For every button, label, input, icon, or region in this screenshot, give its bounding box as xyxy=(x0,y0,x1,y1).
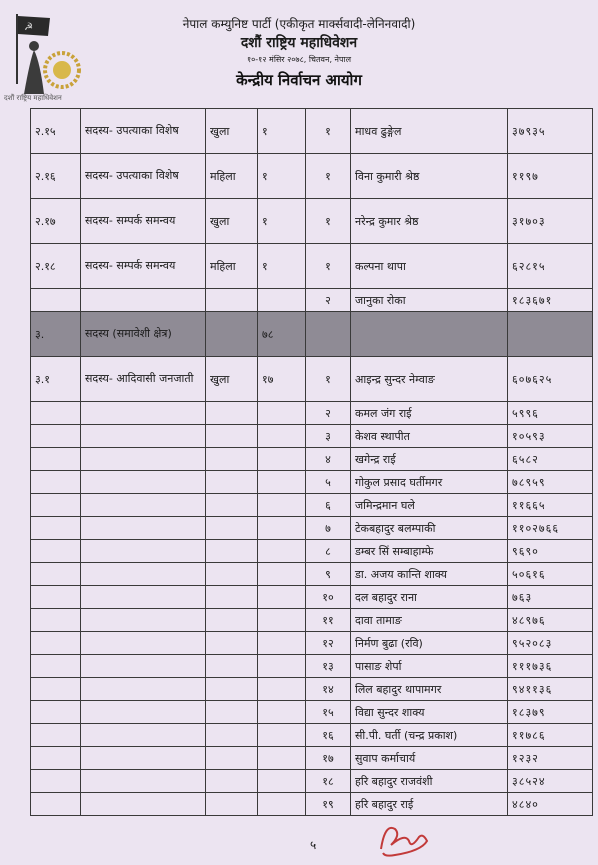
post-cell xyxy=(81,448,206,471)
results-table xyxy=(30,108,593,816)
seats-cell xyxy=(258,678,306,701)
serial-cell xyxy=(31,425,81,448)
table-row xyxy=(31,289,593,312)
votes-cell: १०५९३ xyxy=(508,425,593,448)
table-row xyxy=(31,471,593,494)
category-cell xyxy=(206,471,258,494)
serial-cell xyxy=(31,632,81,655)
seats-cell: १ xyxy=(258,109,306,154)
post-cell xyxy=(81,632,206,655)
candidate-name-cell: हरि बहादुर राई xyxy=(351,793,508,816)
category-cell xyxy=(206,289,258,312)
convention-title: दशौं राष्ट्रिय महाधिवेशन xyxy=(240,35,358,51)
rank-cell: ९ xyxy=(306,563,351,586)
category-cell: महिला xyxy=(206,154,258,199)
seats-cell xyxy=(258,402,306,425)
votes-cell: ६२८१५ xyxy=(508,244,593,289)
seats-cell xyxy=(258,586,306,609)
seats-cell xyxy=(258,289,306,312)
seats-cell: १ xyxy=(258,154,306,199)
post-cell xyxy=(81,678,206,701)
signature-icon xyxy=(375,815,435,860)
post-cell xyxy=(81,540,206,563)
serial-cell: २.१६ xyxy=(31,154,81,199)
seats-cell xyxy=(258,701,306,724)
seats-cell: ७८ xyxy=(258,312,306,357)
post-cell xyxy=(81,586,206,609)
candidate-name-cell: जमिन्द्रमान घले xyxy=(351,494,508,517)
candidate-name-cell: लिल बहादुर थापामगर xyxy=(351,678,508,701)
party-name: नेपाल कम्युनिष्ट पार्टी (एकीकृत मार्क्सवादी-लेनिनवादी) xyxy=(182,17,416,31)
candidate-name-cell: कमल जंग राई xyxy=(351,402,508,425)
page-number: ५ xyxy=(310,838,317,852)
table-row xyxy=(31,540,593,563)
post-cell: सदस्य- सम्पर्क समन्वय xyxy=(81,244,206,289)
seats-cell: १७ xyxy=(258,357,306,402)
rank-cell: १७ xyxy=(306,747,351,770)
votes-cell: ७८९५९ xyxy=(508,471,593,494)
seats-cell xyxy=(258,471,306,494)
category-cell xyxy=(206,770,258,793)
candidate-name-cell: पासाङ शेर्पा xyxy=(351,655,508,678)
category-cell xyxy=(206,632,258,655)
category-cell: महिला xyxy=(206,244,258,289)
serial-cell xyxy=(31,724,81,747)
seats-cell xyxy=(258,563,306,586)
category-cell xyxy=(206,793,258,816)
post-cell xyxy=(81,770,206,793)
votes-cell: ३१७०३ xyxy=(508,199,593,244)
rank-cell: २ xyxy=(306,289,351,312)
rank-cell: १९ xyxy=(306,793,351,816)
candidate-name-cell: हरि बहादुर राजवंशी xyxy=(351,770,508,793)
table-row xyxy=(31,109,593,154)
rank-cell: १५ xyxy=(306,701,351,724)
post-cell: सदस्य- आदिवासी जनजाती xyxy=(81,357,206,402)
serial-cell xyxy=(31,609,81,632)
serial-cell: ३.१ xyxy=(31,357,81,402)
category-cell xyxy=(206,402,258,425)
candidate-name-cell: निर्मण बुढा (रवि) xyxy=(351,632,508,655)
seats-cell xyxy=(258,632,306,655)
seats-cell: १ xyxy=(258,244,306,289)
category-cell: खुला xyxy=(206,109,258,154)
category-cell xyxy=(206,425,258,448)
votes-cell: ९६९० xyxy=(508,540,593,563)
table-row xyxy=(31,678,593,701)
serial-cell xyxy=(31,793,81,816)
category-cell xyxy=(206,655,258,678)
seats-cell xyxy=(258,747,306,770)
table-row xyxy=(31,609,593,632)
serial-cell xyxy=(31,402,81,425)
category-cell xyxy=(206,678,258,701)
category-cell xyxy=(206,494,258,517)
post-cell xyxy=(81,289,206,312)
serial-cell xyxy=(31,517,81,540)
rank-cell: १४ xyxy=(306,678,351,701)
rank-cell: ८ xyxy=(306,540,351,563)
table-row xyxy=(31,517,593,540)
post-cell xyxy=(81,563,206,586)
post-cell: सदस्य (समावेशी क्षेत्र) xyxy=(81,312,206,357)
serial-cell: २.१५ xyxy=(31,109,81,154)
document-header xyxy=(0,0,598,105)
place-date: १०-१२ मंसिर २०७८, चितवन, नेपाल xyxy=(246,55,352,64)
post-cell xyxy=(81,724,206,747)
votes-cell: ५९९६ xyxy=(508,402,593,425)
votes-cell: ३७९३५ xyxy=(508,109,593,154)
candidate-name-cell: खगेन्द्र राई xyxy=(351,448,508,471)
candidate-name-cell: डम्बर सिं सम्बाहाम्फे xyxy=(351,540,508,563)
votes-cell: ३८५२४ xyxy=(508,770,593,793)
votes-cell: ११०२७६६ xyxy=(508,517,593,540)
category-cell xyxy=(206,563,258,586)
seats-cell xyxy=(258,448,306,471)
category-cell xyxy=(206,517,258,540)
seats-cell xyxy=(258,793,306,816)
table-row xyxy=(31,586,593,609)
serial-cell xyxy=(31,563,81,586)
post-cell xyxy=(81,425,206,448)
category-cell xyxy=(206,724,258,747)
rank-cell: १ xyxy=(306,109,351,154)
serial-cell: २.१७ xyxy=(31,199,81,244)
post-cell xyxy=(81,402,206,425)
candidate-name-cell xyxy=(351,312,508,357)
candidate-name-cell: दल बहादुर राना xyxy=(351,586,508,609)
votes-cell: १११७३६ xyxy=(508,655,593,678)
seats-cell xyxy=(258,517,306,540)
logo-caption: दशौं राष्ट्रिय महाधिवेशन xyxy=(4,94,62,102)
rank-cell: १ xyxy=(306,199,351,244)
candidate-name-cell: विद्या सुन्दर शाक्य xyxy=(351,701,508,724)
seats-cell xyxy=(258,609,306,632)
category-cell xyxy=(206,609,258,632)
candidate-name-cell: गोकुल प्रसाद घर्तीमगर xyxy=(351,471,508,494)
category-cell xyxy=(206,312,258,357)
results-body xyxy=(31,109,593,816)
table-row xyxy=(31,655,593,678)
post-cell xyxy=(81,655,206,678)
table-row xyxy=(31,793,593,816)
serial-cell xyxy=(31,678,81,701)
table-row xyxy=(31,402,593,425)
rank-cell: १ xyxy=(306,357,351,402)
table-row xyxy=(31,312,593,357)
seats-cell xyxy=(258,724,306,747)
votes-cell: ५०६१६ xyxy=(508,563,593,586)
votes-cell: ११७८६ xyxy=(508,724,593,747)
post-cell: सदस्य- सम्पर्क समन्वय xyxy=(81,199,206,244)
table-row xyxy=(31,701,593,724)
votes-cell: ४८४० xyxy=(508,793,593,816)
table-row xyxy=(31,494,593,517)
serial-cell xyxy=(31,494,81,517)
serial-cell xyxy=(31,471,81,494)
candidate-name-cell: आइन्द्र सुन्दर नेम्वाङ xyxy=(351,357,508,402)
candidate-name-cell: कल्पना थापा xyxy=(351,244,508,289)
post-cell: सदस्य- उपत्याका विशेष xyxy=(81,154,206,199)
candidate-name-cell: सी.पी. घर्ती (चन्द्र प्रकाश) xyxy=(351,724,508,747)
candidate-name-cell: केशव स्थापीत xyxy=(351,425,508,448)
table-row xyxy=(31,563,593,586)
serial-cell xyxy=(31,655,81,678)
rank-cell: १ xyxy=(306,244,351,289)
seats-cell xyxy=(258,655,306,678)
category-cell xyxy=(206,448,258,471)
candidate-name-cell: टेकबहादुर बलम्पाकी xyxy=(351,517,508,540)
category-cell xyxy=(206,701,258,724)
rank-cell: १३ xyxy=(306,655,351,678)
votes-cell: १२३२ xyxy=(508,747,593,770)
rank-cell: २ xyxy=(306,402,351,425)
table-row xyxy=(31,747,593,770)
rank-cell: १८ xyxy=(306,770,351,793)
post-cell xyxy=(81,747,206,770)
candidate-name-cell: दावा तामाङ xyxy=(351,609,508,632)
serial-cell xyxy=(31,289,81,312)
category-cell xyxy=(206,747,258,770)
votes-cell: १८३६७१ xyxy=(508,289,593,312)
category-cell: खुला xyxy=(206,199,258,244)
serial-cell xyxy=(31,448,81,471)
post-cell xyxy=(81,793,206,816)
rank-cell: १२ xyxy=(306,632,351,655)
rank-cell xyxy=(306,312,351,357)
rank-cell: १० xyxy=(306,586,351,609)
votes-cell: १८३७९ xyxy=(508,701,593,724)
serial-cell xyxy=(31,540,81,563)
table-row xyxy=(31,199,593,244)
commission-title: केन्द्रीय निर्वाचन आयोग xyxy=(236,71,362,89)
serial-cell: २.१८ xyxy=(31,244,81,289)
post-cell: सदस्य- उपत्याका विशेष xyxy=(81,109,206,154)
table-row xyxy=(31,724,593,747)
seats-cell xyxy=(258,494,306,517)
rank-cell: ७ xyxy=(306,517,351,540)
post-cell xyxy=(81,494,206,517)
candidate-name-cell: सुवाप कर्माचार्य xyxy=(351,747,508,770)
candidate-name-cell: नरेन्द्र कुमार श्रेष्ठ xyxy=(351,199,508,244)
rank-cell: ११ xyxy=(306,609,351,632)
serial-cell xyxy=(31,586,81,609)
category-cell: खुला xyxy=(206,357,258,402)
post-cell xyxy=(81,517,206,540)
votes-cell: ९४११३६ xyxy=(508,678,593,701)
votes-cell xyxy=(508,312,593,357)
votes-cell: ९५२०८३ xyxy=(508,632,593,655)
candidate-name-cell: विना कुमारी श्रेष्ठ xyxy=(351,154,508,199)
votes-cell: ७६३ xyxy=(508,586,593,609)
rank-cell: १ xyxy=(306,154,351,199)
table-row xyxy=(31,425,593,448)
serial-cell: ३. xyxy=(31,312,81,357)
candidate-name-cell: माधव ढुङ्गेल xyxy=(351,109,508,154)
table-row xyxy=(31,244,593,289)
candidate-name-cell: डा. अजय कान्ति शाक्य xyxy=(351,563,508,586)
rank-cell: ६ xyxy=(306,494,351,517)
table-row xyxy=(31,154,593,199)
votes-cell: ६५८२ xyxy=(508,448,593,471)
post-cell xyxy=(81,609,206,632)
votes-cell: ११९७ xyxy=(508,154,593,199)
candidate-name-cell: जानुका रोका xyxy=(351,289,508,312)
table-row xyxy=(31,770,593,793)
seats-cell xyxy=(258,425,306,448)
votes-cell: ११६६५ xyxy=(508,494,593,517)
rank-cell: ३ xyxy=(306,425,351,448)
table-row xyxy=(31,632,593,655)
rank-cell: ५ xyxy=(306,471,351,494)
seats-cell xyxy=(258,770,306,793)
table-row xyxy=(31,357,593,402)
serial-cell xyxy=(31,770,81,793)
serial-cell xyxy=(31,747,81,770)
post-cell xyxy=(81,471,206,494)
rank-cell: ४ xyxy=(306,448,351,471)
category-cell xyxy=(206,586,258,609)
serial-cell xyxy=(31,701,81,724)
table-row xyxy=(31,448,593,471)
seats-cell xyxy=(258,540,306,563)
post-cell xyxy=(81,701,206,724)
votes-cell: ६०७६२५ xyxy=(508,357,593,402)
seats-cell: १ xyxy=(258,199,306,244)
rank-cell: १६ xyxy=(306,724,351,747)
votes-cell: ४८९७६ xyxy=(508,609,593,632)
category-cell xyxy=(206,540,258,563)
svg-text:☭: ☭ xyxy=(24,22,33,33)
